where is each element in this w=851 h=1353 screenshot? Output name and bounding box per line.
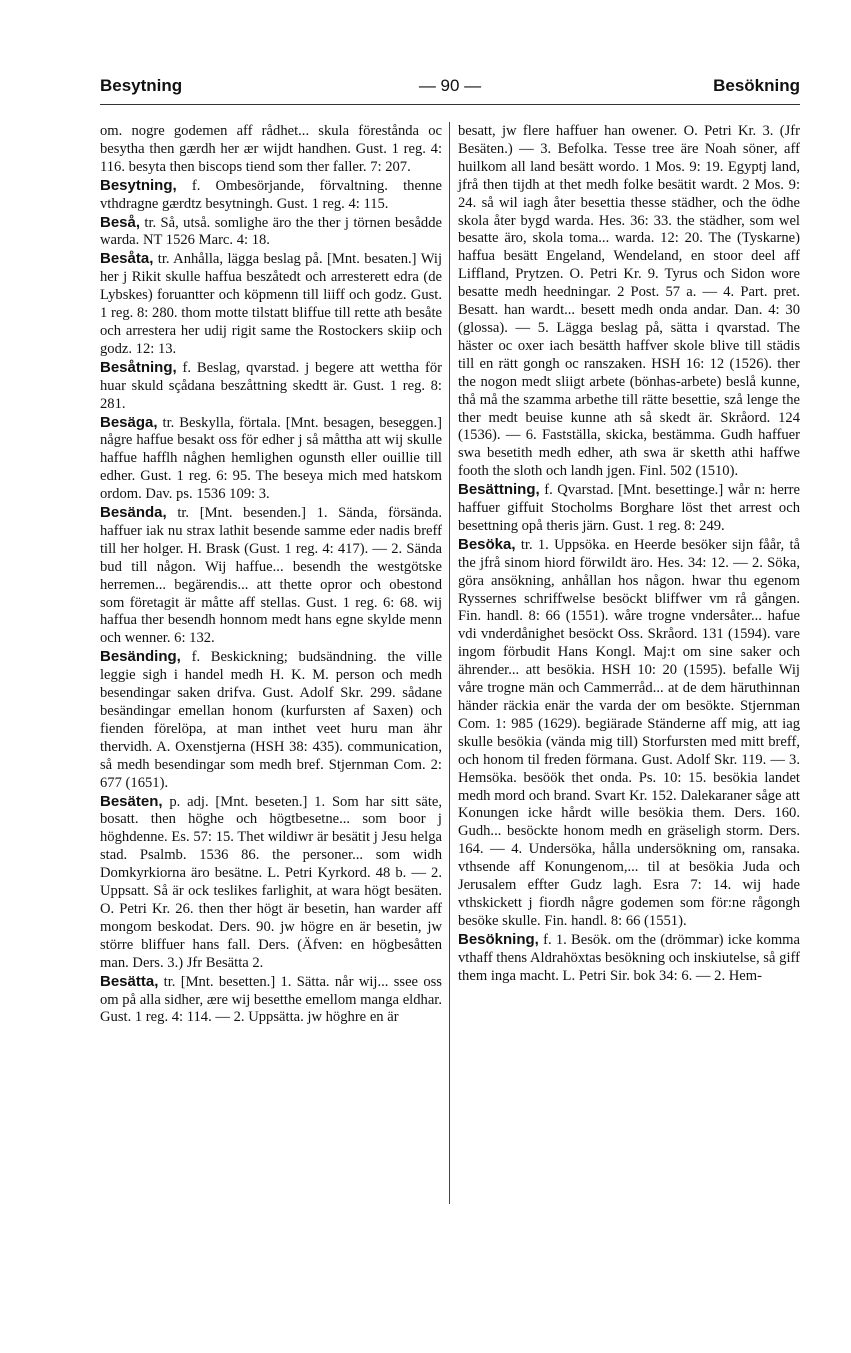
headword: Besåta,: [100, 250, 154, 268]
left-column: [100, 122, 442, 1027]
headword: Besytning,: [100, 176, 177, 194]
headword: Besättning,: [458, 481, 540, 499]
dictionary-entry: besatt, jw flere haffuer han owener. O. Petri Kr. 3. (Jfr Besäten.) — 3. Befolka. Tesse tree äre Noah söner, aff huilkom all land besätt wordo. 1 Mos. 9: 19. Egyptj land, jfrå then tijdh at thet medh folke besätit wardt. 2 Mos. 9: 24. så wil iagh åter besettia thesse städher, och the ödhe skola åter bygd warda. Hes. 36: 33. the städher, som wel besatte äro, skola toma... warda. 12: 20. The (Tyskarne) haffua besätt Engeland, Wendeland, en stoor deel aff Liffland, Prytzen. O. Petri Kr. 9. Tyrus och Sidon wore besatte medh heedningar. 2 Post. 57 a. — 4. Part. pret. Besatt. han wardt... besett medh onda andar. Dan. 4: 30 (glossa). — 5. Lägga beslag på, sätta i qvarstad. The häster oc oxer iach besätth haffver skole blive till städis till en rätt gongh oc ranszaken. HSH 16: 12 (1526). ther the nogon medt sliigt arbete (bönhas-arbete) beslå kunne, thå må the szamma arbethe till rätte besettie, szå lenge the ther medt beuise kunne ath så skedt är. Skråord. 124 (1536). — 6. Fastställa, skicka, bestämma. Gudh haffuer swa besetith medh edher, ath swa är sketth athi haffwe footh the sloth och landh jgen. Finl. 502 (1510).: [458, 123, 800, 480]
header-rule: [100, 104, 800, 105]
dictionary-entry: Besäten, p. adj. [Mnt. beseten.] 1. Som har sitt säte, bosatt. then höghe och högtbesetne... som boor j höghdenne. Es. 57: 15. Thet wildiwr är besätit j Jesu helga stad. Psalmb. 1536 86. the personer... som widh Domkyrkiorna äro besätne. L. Petri Kyrkord. 48 b. — 2. Uppsatt. Så är ock teslikes farlighit, at wara högt besäten. O. Petri Kr. 26. then ther högt är besetin, han warder aff mongom beskodat. Ders. 90. jw högre en är besetin, jw större bliffuer hans fall. Ders. (Äfven: en högbesåtten man. Ders. 3.) Jfr Besätta 2.: [100, 792, 442, 971]
dictionary-entry: Besytning, f. Ombesörjande, förvaltning. thenne vthdragne gærdtz besytningh. Gust. 1 reg. 4: 115.: [100, 176, 442, 212]
column-divider: [449, 122, 450, 1204]
dictionary-entry: Besäga, tr. Beskylla, förtala. [Mnt. besagen, beseggen.] någre haffue besakt oss för edher j så måttha att wij skulle haffue hafflh någhen hemlighen ogunsth eller ouillie till edher. Gust. 1 reg. 6: 95. The beseya mich med hatskom ordom. Dav. ps. 1536 109: 3.: [100, 413, 442, 503]
dictionary-entry: Besättning, f. Qvarstad. [Mnt. besettinge.] wår n: herre haffuer giffuit Stocholms Borghare löst thet arrest och besettning opå theris järn. Gust. 1 reg. 8: 249.: [458, 481, 800, 534]
running-head-left: Besytning: [100, 76, 183, 95]
dictionary-entry: Besänding, f. Beskickning; budsändning. the ville leggie sigh i handel medh H. K. M. person och medh besendingar saken drifva. Gust. Adolf Skr. 299. sådane besändingar emellan honom (kurfursten af Saxen) och fienden förelöpa, at man inthet veet huru man ähr thervidh. A. Oxenstjerna (HSH 38: 435). communication, så medh besendingar som medh bref. Stjernman Com. 2: 677 (1651).: [100, 648, 442, 791]
right-column: [458, 122, 800, 986]
dictionary-entry: Besöka, tr. 1. Uppsöka. en Heerde besöker sijn fåår, tå the jfrå sinom hiord förwildt äro. Hes. 34: 12. — 2. Söka, göra ansökning, anhållan hos någon. hwar thu egenom Ryssernes schriffwelse besöckt bliffwer vm rå gången. Fin. handl. 8: 66 (1551). wåre trogne vndersåter... hafue vdi vnderdånighet besöckt Oss. Skråord. 131 (1594). vare ingom förbudit Hans Kongl. Maj:t om sine saker och ährender... att besökia. HSH 10: 20 (1595). befalle Wij våre trogne män och Cammerråd... at de dem häruthinnan händer räckia enär the varda der om besökte. Stjernman Com. 1: 985 (1629). begiärade Ständerne aff mig, att iag skulle besökia (vända mig till) Storfursten med mitt breff, och honom til freden förmana. Gust. Adolf Skr. 119. — 3. Hemsöka. besöök thet onda. Ps. 10: 15. besökia landet medh mord och brand. Svart Kr. 152. Dalekaraner såge att Konungen icke hårdt wille besökia them. Ders. 160. Gudh... besöckte honom medh en gräseligh storm. Ders. 164. — 4. Undersöka, hålla undersökning om, ransaka. vthsende aff Konungenom,... til at besökia Juda och Jerusalem effter Gudz lagh. Esra 7: 14. wij hade vthskickett j fiordh någre godemen som för:ne rågongh besöke skulle. Fin. handl. 8: 66 (1551).: [458, 535, 800, 929]
headword: Besänding,: [100, 648, 181, 666]
running-head-right: Besökning: [713, 76, 800, 95]
headword: Besökning,: [458, 930, 539, 948]
headword: Besöka,: [458, 535, 516, 553]
headword: Besända,: [100, 504, 167, 522]
dictionary-entry: Besökning, f. 1. Besök. om the (drömmar) icke komma vthaff thens Aldrahöxtas besökning och inskiutelse, så giff them inga macht. L. Petri Sir. bok 34: 6. — 2. Hem-: [458, 930, 800, 984]
headword: Besåtning,: [100, 358, 177, 376]
dictionary-entry: om. nogre godemen aff rådhet... skula förestånda oc besytha then gærdh her ær wijdt handhen. Gust. 1 reg. 4: 116. besyta then biscops tiend som ther faller. 7: 207.: [100, 123, 442, 175]
headword: Besäga,: [100, 413, 158, 431]
headword: Beså,: [100, 213, 141, 231]
headword: Besätta,: [100, 972, 159, 990]
dictionary-entry: Besända, tr. [Mnt. besenden.] 1. Sända, försända. haffuer iak nu strax lathit besende samme eder nadis breff till her holger. H. Brask (Gust. 1 reg. 4: 417). — 2. Sända bud till någon. Wij haffue... besendh the westgötske herremen... begärendis... att thette opror och obestond som företagit är måtte aff stellas. Gust. 1 reg. 6: 68. wij haffua ther besendh honnom medt hans egne skylde menn och wenner. 6: 132.: [100, 504, 442, 647]
page-number: — 90 —: [418, 76, 482, 95]
headword: Besäten,: [100, 792, 163, 810]
dictionary-entry: Beså, tr. Så, utså. somlighe äro the ther j törnen besådde warda. NT 1526 Marc. 4: 18.: [100, 213, 442, 249]
page-header: [100, 76, 800, 102]
dictionary-entry: Besåta, tr. Anhålla, lägga beslag på. [Mnt. besaten.] Wij her j Rikit skulle haffua beszåtedt och arresterett edra (de Lybskes) foruantter och köpmenn till liiff och godz. Gust. 1 reg. 8: 280. thom motte tilstatt bliffue till rette ath besåte och arrestera her udij rigit same the Rostockers skiip och godz. 12: 13.: [100, 250, 442, 357]
dictionary-entry: Besätta, tr. [Mnt. besetten.] 1. Sätta. når wij... ssee oss om på alla sidher, ære wij besetthe emellom manga eldhar. Gust. 1 reg. 4: 114. — 2. Uppsätta. jw höghre en är: [100, 972, 442, 1026]
dictionary-entry: Besåtning, f. Beslag, qvarstad. j begere att wettha för huar skuld sçådana beszåttning skedtt är. Gust. 1 reg. 8: 281.: [100, 358, 442, 412]
